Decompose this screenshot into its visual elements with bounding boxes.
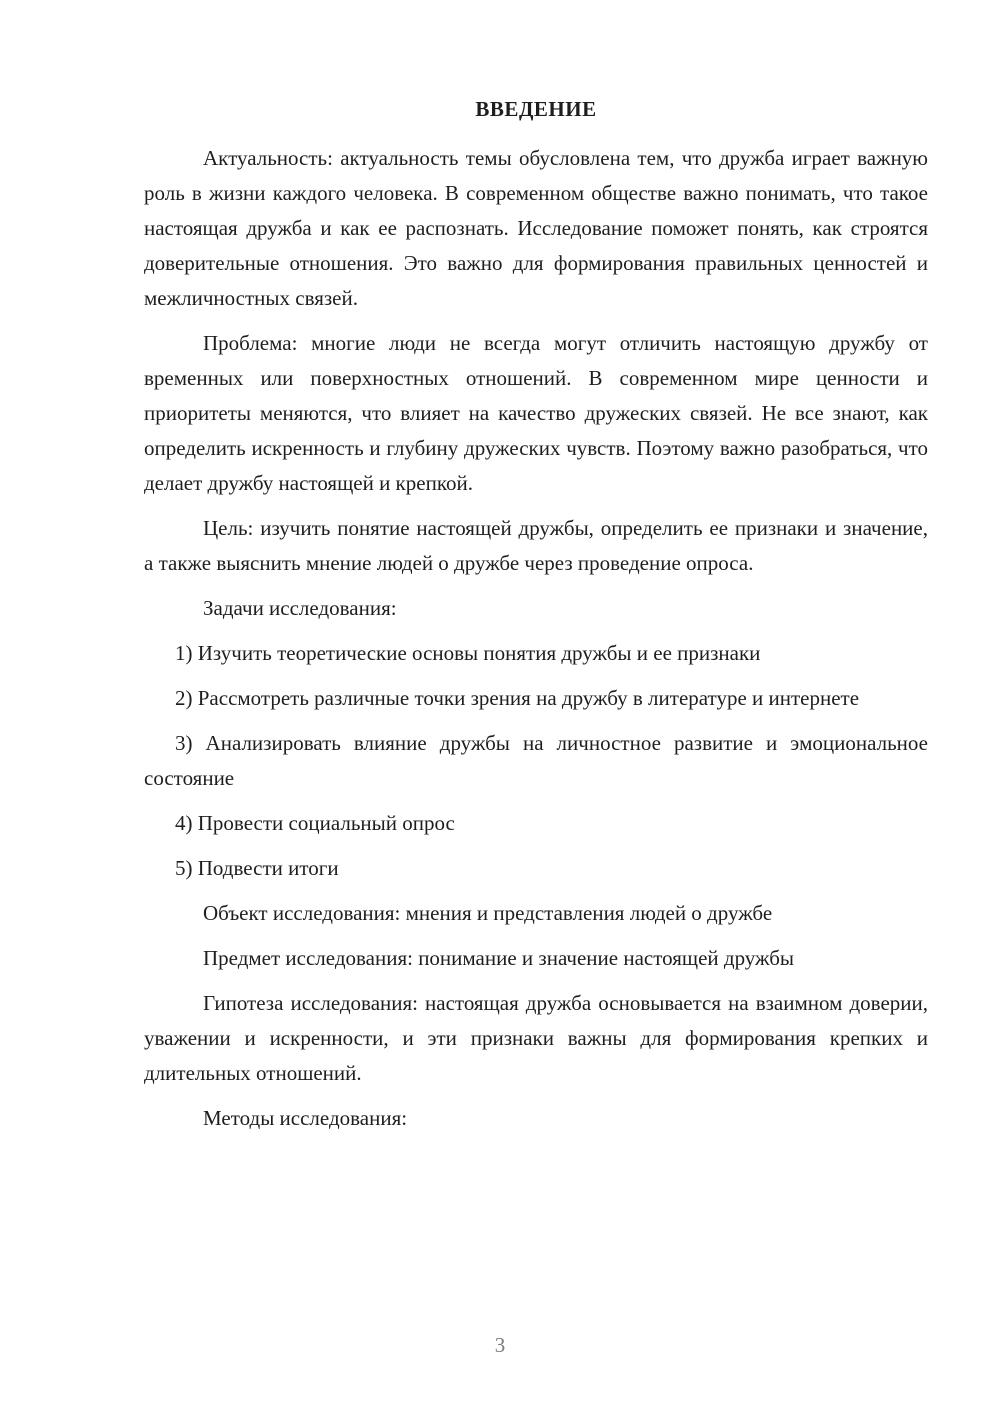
task-item-4: 4) Провести социальный опрос: [175, 811, 455, 835]
task-item-5: 5) Подвести итоги: [175, 856, 339, 880]
tasks-title: Задачи исследования:: [203, 596, 397, 620]
task-item-2: 2) Рассмотреть различные точки зрения на дружбу в литературе и интернете: [175, 686, 860, 710]
task-item-3: 3) Анализировать влияние дружбы на личностное развитие и эмоциональное состояние: [144, 731, 928, 790]
methods-title: Методы исследования:: [203, 1106, 408, 1130]
task-item-1: 1) Изучить теоретические основы понятия дружбы и ее признаки: [175, 641, 761, 665]
problem-paragraph: Проблема: многие люди не всегда могут отличить настоящую дружбу от временных или поверхностных отношений. В современном мире ценности и приоритеты меняются, что влияет на качество дружеских связей. Не все знают, как определить искренность и глубину дружеских чувств. Поэтому важно разобраться, что делает дружбу настоящей и крепкой.: [144, 331, 928, 495]
subject-paragraph: Предмет исследования: понимание и значение настоящей дружбы: [203, 946, 795, 970]
page-number: 3: [494, 1333, 506, 1357]
object-paragraph: Объект исследования: мнения и представления людей о дружбе: [203, 901, 773, 925]
relevance-paragraph: Актуальность: актуальность темы обусловлена тем, что дружба играет важную роль в жизни каждого человека. В современном обществе важно понимать, что такое настоящая дружба и как ее распознать. Исследование поможет понять, как строятся доверительные отношения. Это важно для формирования правильных ценностей и межличностных связей.: [144, 146, 928, 310]
section-heading: ВВЕДЕНИЕ: [475, 97, 597, 121]
page-content: [144, 92, 928, 1146]
goal-paragraph: Цель: изучить понятие настоящей дружбы, определить ее признаки и значение, а также выяснить мнение людей о дружбе через проведение опроса.: [144, 516, 928, 575]
hypothesis-paragraph: Гипотеза исследования: настоящая дружба основывается на взаимном доверии, уважении и искренности, и эти признаки важны для формирования крепких и длительных отношений.: [144, 991, 928, 1085]
